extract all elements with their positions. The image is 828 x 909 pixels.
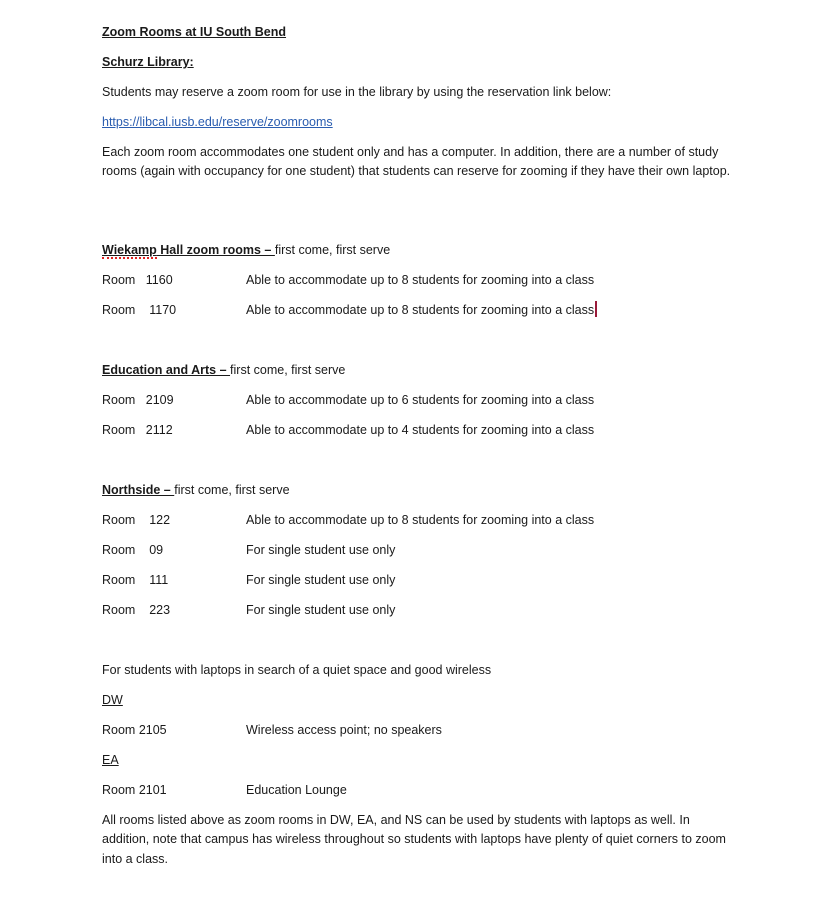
room-label: Room 122 [102,513,171,527]
page-title: Zoom Rooms at IU South Bend [102,25,287,39]
library-description: Each zoom room accommodates one student only and has a computer. In addition, there are a number of study rooms (again with occupancy for one student) that students can reserve for zooming if they have their own laptop. [102,145,731,179]
room-description: Able to accommodate up to 8 students for zooming into a class [246,513,595,527]
room-label: Room 111 [102,573,169,587]
room-label: Room 2112 [102,423,173,437]
library-heading: Schurz Library: [102,55,194,69]
table-row [102,301,732,319]
table-row [102,781,732,799]
room-description: For single student use only [246,603,396,617]
northside-heading [102,481,290,499]
room-description: Education Lounge [246,783,347,797]
room-description: For single student use only [246,573,396,587]
room-description: Wireless access point; no speakers [246,723,442,737]
room-description: Able to accommodate up to 8 students for zooming into a class [246,273,595,287]
education-heading-text: Education and Arts – [102,363,231,377]
reservation-link-line [102,113,333,131]
table-row [102,511,732,529]
room-label: Room 223 [102,603,171,617]
wiekamp-heading [102,241,390,259]
room-label: Room 1160 [102,273,173,287]
reservation-link[interactable]: https://libcal.iusb.edu/reserve/zoomrooms [102,115,333,129]
room-description: Able to accommodate up to 6 students for zooming into a class [246,393,595,407]
northside-note: first come, first serve [174,483,290,497]
table-row [102,601,732,619]
closing-paragraph: All rooms listed above as zoom rooms in DW, EA, and NS can be used by students with laptops as well. In addition, note that campus has wireless throughout so students with laptops have plenty of quiet corners to zoom into a class. [102,813,726,866]
table-row [102,391,732,409]
table-row [102,271,732,289]
room-label: Room 2101 [102,783,167,797]
library-intro: Students may reserve a zoom room for use in the library by using the reservation link below: [102,85,612,99]
education-note: first come, first serve [230,363,346,377]
room-label: Room 1170 [102,303,177,317]
table-row [102,421,732,439]
table-row [102,541,732,559]
wiekamp-note: first come, first serve [274,243,391,257]
table-row [102,721,732,739]
room-label: Room 09 [102,543,164,557]
room-label: Room 2109 [102,393,174,407]
education-heading [102,361,345,379]
text-cursor [595,301,597,317]
ea-label: EA [102,753,119,767]
room-label: Room 2105 [102,723,167,737]
room-description: For single student use only [246,543,396,557]
spellcheck-word: Wiekamp [102,243,157,257]
wiekamp-heading-text: Hall zoom rooms – [156,243,275,257]
northside-heading-text: Northside – [102,483,175,497]
room-description: Able to accommodate up to 4 students for zooming into a class [246,423,595,437]
table-row [102,571,732,589]
dw-label: DW [102,693,123,707]
room-description [246,301,597,319]
laptops-intro: For students with laptops in search of a quiet space and good wireless [102,663,492,677]
room-description-text: Able to accommodate up to 8 students for zooming into a class [246,303,595,317]
